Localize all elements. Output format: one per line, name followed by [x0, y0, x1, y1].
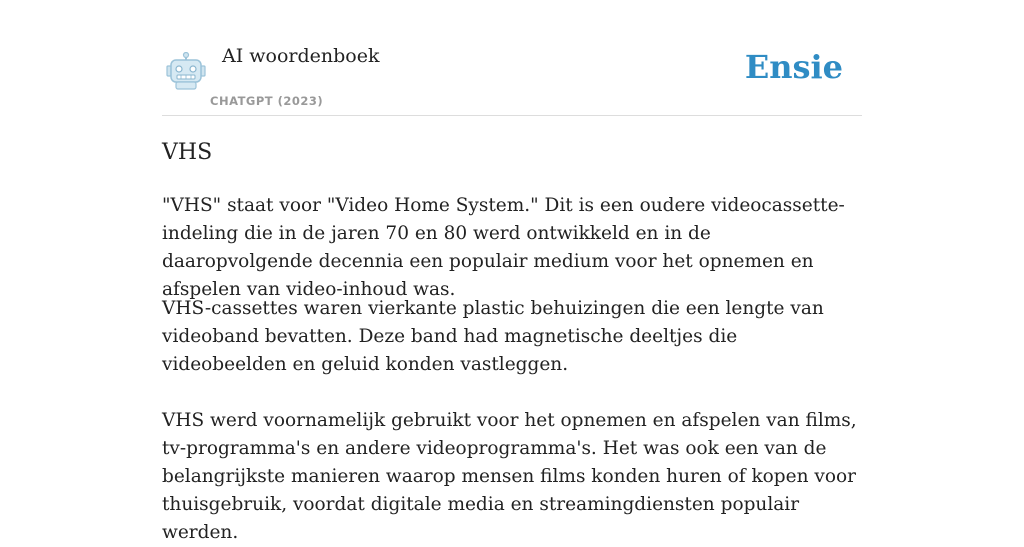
entry-paragraph-1: "VHS" staat voor "Video Home System." Dit is een oudere videocassette-indeling die in de jaren 70 en 80 werd ontwikkeld en in de daaropvolgende decennia een populair medium voor het opnemen en afspelen van video-inhoud was. — [162, 195, 845, 300]
source-label: CHATGPT (2023) — [210, 94, 324, 108]
entry-paragraph-2: VHS-cassettes waren vierkante plastic behuizingen die een lengte van videoband bevatten. Deze band had magnetische deeltjes die videobeelden en geluid konden vastleggen. — [162, 298, 824, 375]
robot-icon — [166, 52, 206, 90]
entry-paragraph-3: VHS werd voornamelijk gebruikt voor het opnemen en afspelen van films, tv-programma's en andere videoprogramma's. Het was ook een van de belangrijkste manieren waarop mensen films konden huren of kopen voor thuisgebruik, voordat digitale media en streamingdiensten populair werden. — [162, 410, 857, 543]
dictionary-header — [162, 0, 862, 116]
dictionary-title[interactable]: AI woordenboek — [222, 45, 380, 67]
page-container — [162, 0, 862, 543]
entry-title: VHS — [162, 140, 213, 165]
ensie-logo-link[interactable]: Ensie — [744, 48, 843, 86]
